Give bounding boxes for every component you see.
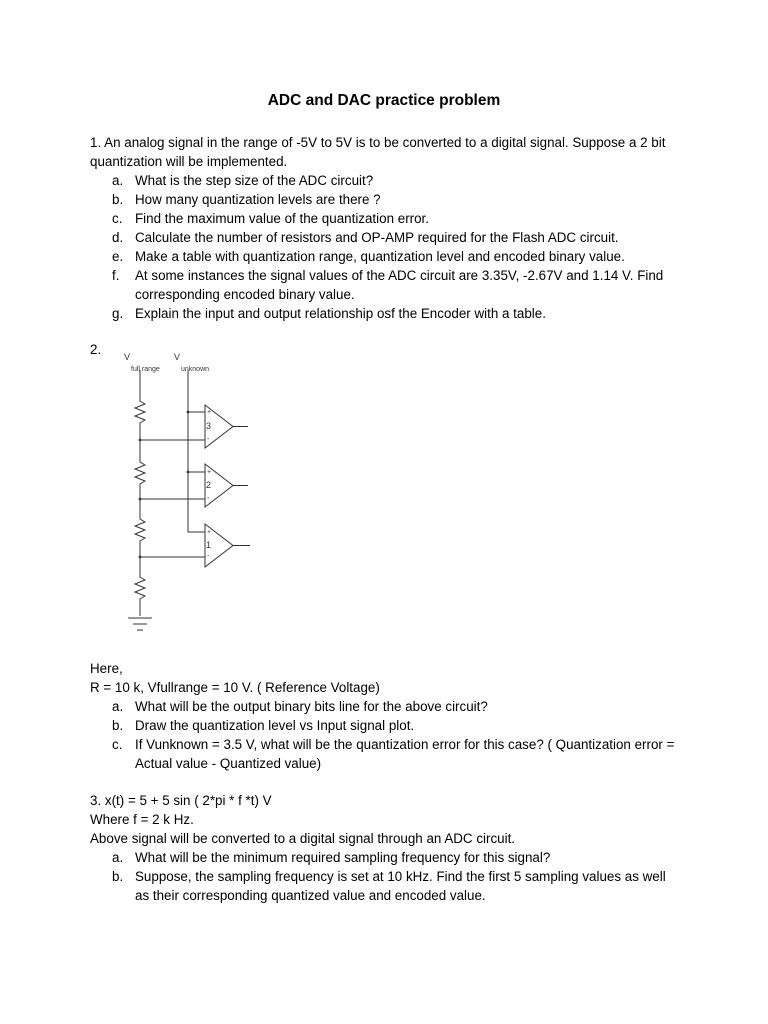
comparator-2-label: 2: [206, 480, 212, 490]
list-item-text: If Vunknown = 3.5 V, what will be the quantization error for this case? ( Quantization error = Actual value - Quantized value): [135, 737, 675, 771]
q3-item-a: [90, 848, 680, 867]
q2-item-a: [90, 697, 680, 716]
list-marker: c.: [112, 737, 123, 752]
q1-item-g: [90, 304, 680, 323]
list-marker: g.: [112, 306, 124, 321]
svg-text:-: -: [207, 495, 210, 502]
q1-item-e: [90, 247, 680, 266]
resistor-2: [135, 459, 145, 488]
q1-list: [90, 171, 680, 323]
list-item-text: Draw the quantization level vs Input signal plot.: [135, 718, 415, 733]
v-full-range-subscript: full range: [131, 366, 160, 373]
q1-item-c: [90, 209, 680, 228]
list-marker: b.: [112, 718, 124, 733]
q2-number: 2.: [90, 342, 102, 357]
svg-text:-: -: [207, 436, 210, 443]
list-item-text: How many quantization levels are there ?: [135, 192, 381, 207]
q2-item-b: [90, 716, 680, 735]
q2-list: [90, 697, 680, 773]
v-unknown-label: V: [174, 352, 181, 362]
svg-text:+: +: [207, 469, 212, 476]
list-item-text: At some instances the signal values of the ADC circuit are 3.35V, -2.67V and 1.14 V. Find corresponding encoded binary value.: [135, 268, 664, 302]
svg-text:+: +: [207, 409, 212, 416]
v-unknown-subscript: unknown: [181, 366, 210, 373]
list-marker: f.: [112, 268, 120, 283]
q1-item-a: [90, 171, 680, 190]
list-marker: b.: [112, 192, 124, 207]
list-marker: a.: [112, 173, 124, 188]
comparator-3-label: 3: [206, 421, 212, 431]
resistor-4: [135, 574, 145, 603]
resistor-3: [135, 516, 145, 545]
list-item-text: What is the step size of the ADC circuit?: [135, 173, 374, 188]
q3-statement: Above signal will be converted to a digital signal through an ADC circuit.: [90, 831, 516, 846]
q2-given: R = 10 k, Vfullrange = 10 V. ( Reference Voltage): [90, 680, 380, 695]
list-item-text: Find the maximum value of the quantization error.: [135, 211, 429, 226]
list-marker: b.: [112, 869, 124, 884]
flash-adc-circuit-diagram: [118, 348, 258, 640]
list-marker: a.: [112, 699, 124, 714]
q3-list: [90, 848, 680, 905]
list-marker: d.: [112, 230, 124, 245]
q1-item-d: [90, 228, 680, 247]
list-item-text: Explain the input and output relationship osf the Encoder with a table.: [135, 306, 546, 321]
q1-item-b: [90, 190, 680, 209]
document-title: ADC and DAC practice problem: [267, 92, 501, 109]
list-marker: c.: [112, 211, 123, 226]
svg-text:-: -: [207, 553, 210, 560]
svg-text:+: +: [207, 529, 212, 536]
q2-item-c: [90, 735, 680, 773]
q1-item-f: [90, 266, 680, 304]
list-item-text: What will be the minimum required sampling frequency for this signal?: [135, 850, 551, 865]
comparator-1-label: 1: [206, 540, 212, 550]
list-item-text: What will be the output binary bits line for the above circuit?: [135, 699, 488, 714]
ground-symbol: [128, 618, 152, 630]
list-marker: e.: [112, 249, 124, 264]
resistor-1: [135, 396, 145, 428]
q2-here: Here,: [90, 661, 123, 676]
list-item-text: Make a table with quantization range, quantization level and encoded binary value.: [135, 249, 625, 264]
q3-item-b: [90, 867, 680, 905]
v-full-range-label: V: [124, 352, 131, 362]
list-item-text: Suppose, the sampling frequency is set at 10 kHz. Find the first 5 sampling values as well as their corresponding quantized value and encoded value.: [135, 869, 666, 903]
q3-signal: 3. x(t) = 5 + 5 sin ( 2*pi * f *t) V: [90, 793, 272, 808]
q3-where: Where f = 2 k Hz.: [90, 812, 194, 827]
list-marker: a.: [112, 850, 124, 865]
list-item-text: Calculate the number of resistors and OP-AMP required for the Flash ADC circuit.: [135, 230, 619, 245]
q1-intro: 1. An analog signal in the range of -5V to 5V is to be converted to a digital signal. Suppose a 2 bit quantization will be implemented.: [90, 135, 666, 169]
